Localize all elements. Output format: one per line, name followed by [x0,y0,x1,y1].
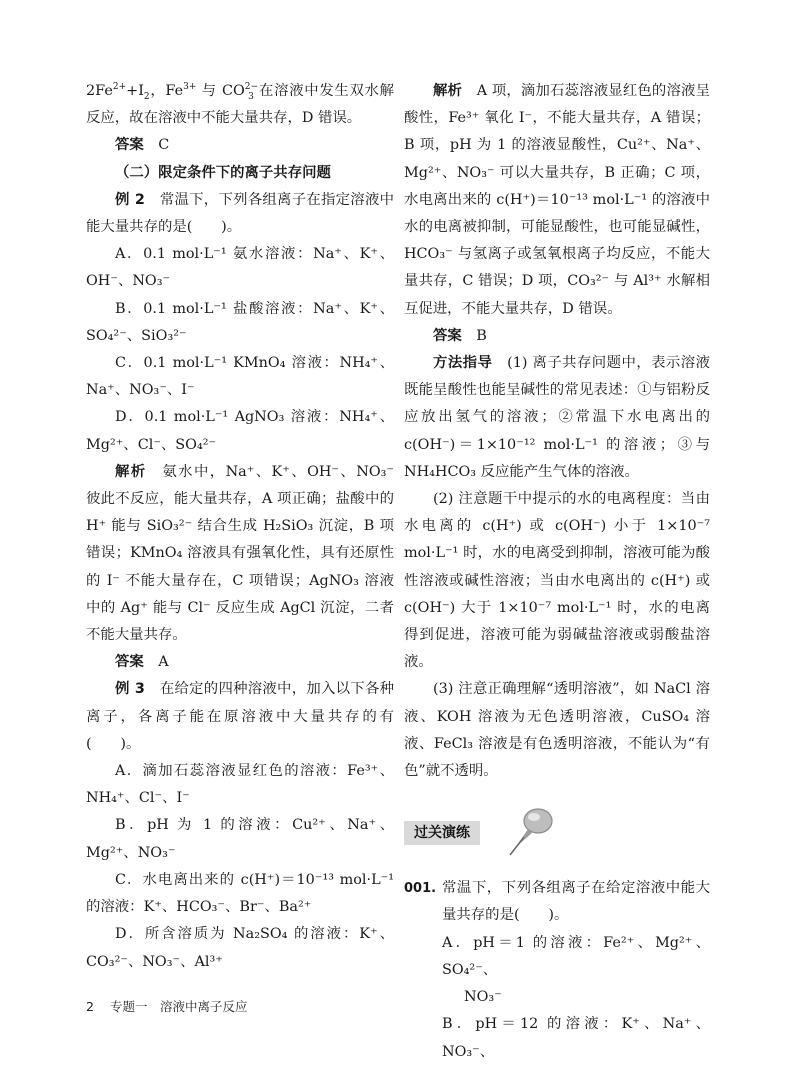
analysis-3: 解析 A 项，滴加石蕊溶液显红色的溶液呈酸性，Fe³⁺ 氧化 I⁻，不能大量共存，A 错误；B 项，pH 为 1 的溶液显酸性，Cu²⁺、Na⁺、Mg²⁺、NO₃⁻ 可以大量共存，B 正确；C 项，水电离出来的 c(H⁺)＝10⁻¹³ mol·L⁻¹ 的溶液中水的电离被抑制，可能显酸性，也可能显碱性，HCO₃⁻ 与氢离子或氢氧根离子均反应，不能大量共存，C 错误；D 项，CO₃²⁻ 与 Al³⁺ 水解相互促进，不能大量共存，D 错误。 [404,83,710,317]
practice-banner-label: 过关演练 [404,821,480,845]
example-2: 例 2 常温下，下列各组离子在指定溶液中能大量共存的是( )。 [86,191,394,236]
question-option-b: B．pH＝12 的溶液：K⁺、Na⁺、NO₃⁻、 [442,1016,710,1060]
left-column [86,78,394,976]
example-2-option-c: C．0.1 mol·L⁻¹ KMnO₄ 溶液：NH₄⁺、Na⁺、NO₃⁻、I⁻ [86,355,394,399]
practice-banner [404,799,710,869]
question-stem: 常温下，下列各组离子在给定溶液中能大量共存的是( )。 [442,880,710,924]
answer-1: 答案 C [115,137,170,154]
question-option-a-cont: NO₃⁻ [464,989,502,1006]
method-guide-1: 方法指导 (1) 离子共存问题中，表示溶液既能呈酸性也能呈碱性的常见表述：①与铝粉反应放出氢气的溶液；②常温下水电离出的 c(OH⁻)＝1×10⁻¹² mol·L⁻¹ 的溶液；③与 NH₄HCO₃ 反应能产生气体的溶液。 [404,355,710,480]
example-2-option-d: D．0.1 mol·L⁻¹ AgNO₃ 溶液：NH₄⁺、Mg²⁺、Cl⁻、SO₄²⁻ [86,409,394,453]
question-001 [404,875,710,929]
example-3-option-a: A．滴加石蕊溶液显红色的溶液：Fe³⁺、NH₄⁺、Cl⁻、I⁻ [86,763,394,807]
example-2-option-b: B．0.1 mol·L⁻¹ 盐酸溶液：Na⁺、K⁺、SO₄²⁻、SiO₃²⁻ [86,300,394,344]
method-guide-3: (3) 注意正确理解“透明溶液”，如 NaCl 溶液、KOH 溶液为无色透明溶液，CuSO₄ 溶液、FeCl₃ 溶液是有色透明溶液，不能认为“有色”就不透明。 [404,681,710,780]
pushpin-icon [502,799,562,859]
question-option-a: A．pH＝1 的溶液：Fe²⁺、Mg²⁺、SO₄²⁻、 [442,934,710,978]
page-footer [86,997,247,1015]
example-3-option-d: D．所含溶质为 Na₂SO₄ 的溶液：K⁺、CO₃²⁻、NO₃⁻、Al³⁺ [86,926,394,970]
example-3-option-b: B．pH 为 1 的溶液：Cu²⁺、Na⁺、Mg²⁺、NO₃⁻ [86,817,394,861]
question-number: 001. [404,881,437,897]
section-title: （二）限定条件下的离子共存问题 [115,164,331,181]
right-column [404,78,710,1066]
analysis-2: 解析 氨水中，Na⁺、K⁺、OH⁻、NO₃⁻ 彼此不反应，能大量共存，A 项正确；盐酸中的 H⁺ 能与 SiO₃²⁻ 结合生成 H₂SiO₃ 沉淀，B 项错误；KMnO₄ 溶液具有强氧化性，具有还原性的 I⁻ 不能大量存在，C 项错误；AgNO₃ 溶液中的 Ag⁺ 能与 Cl⁻ 反应生成 AgCl 沉淀，二者不能大量共存。 [86,463,394,644]
paragraph-continued: $2Fe^{2+}+I_2$，$Fe^{3+}$ 与 $CO^{2-}_3$ 在溶液中发生双水解反应，故在溶液中不能大量共存，D 错误。 [86,82,394,127]
answer-3: 答案 B [433,327,487,344]
example-3: 例 3 在给定的四种溶液中，加入以下各种离子，各离子能在原溶液中大量共存的有( )。 [86,681,394,752]
chapter-title: 专题一 溶液中离子反应 [109,999,248,1014]
example-3-option-c: C．水电离出来的 c(H⁺)＝10⁻¹³ mol·L⁻¹ 的溶液：K⁺、HCO₃⁻、Br⁻、Ba²⁺ [86,871,394,916]
example-2-option-a: A．0.1 mol·L⁻¹ 氨水溶液：Na⁺、K⁺、OH⁻、NO₃⁻ [86,246,394,290]
answer-2: 答案 A [115,654,169,671]
page-number: 2 [86,999,94,1014]
method-guide-2: (2) 注意题干中提示的水的电离程度：当由水电离的 c(H⁺) 或 c(OH⁻) 小于 1×10⁻⁷ mol·L⁻¹ 时，水的电离受到抑制，溶液可能为酸性溶液或碱性溶液；当由水电离出的 c(H⁺) 或 c(OH⁻) 大于 1×10⁻⁷ mol·L⁻¹ 时，水的电离得到促进，溶液可能为弱碱盐溶液或弱酸盐溶液。 [404,491,710,671]
